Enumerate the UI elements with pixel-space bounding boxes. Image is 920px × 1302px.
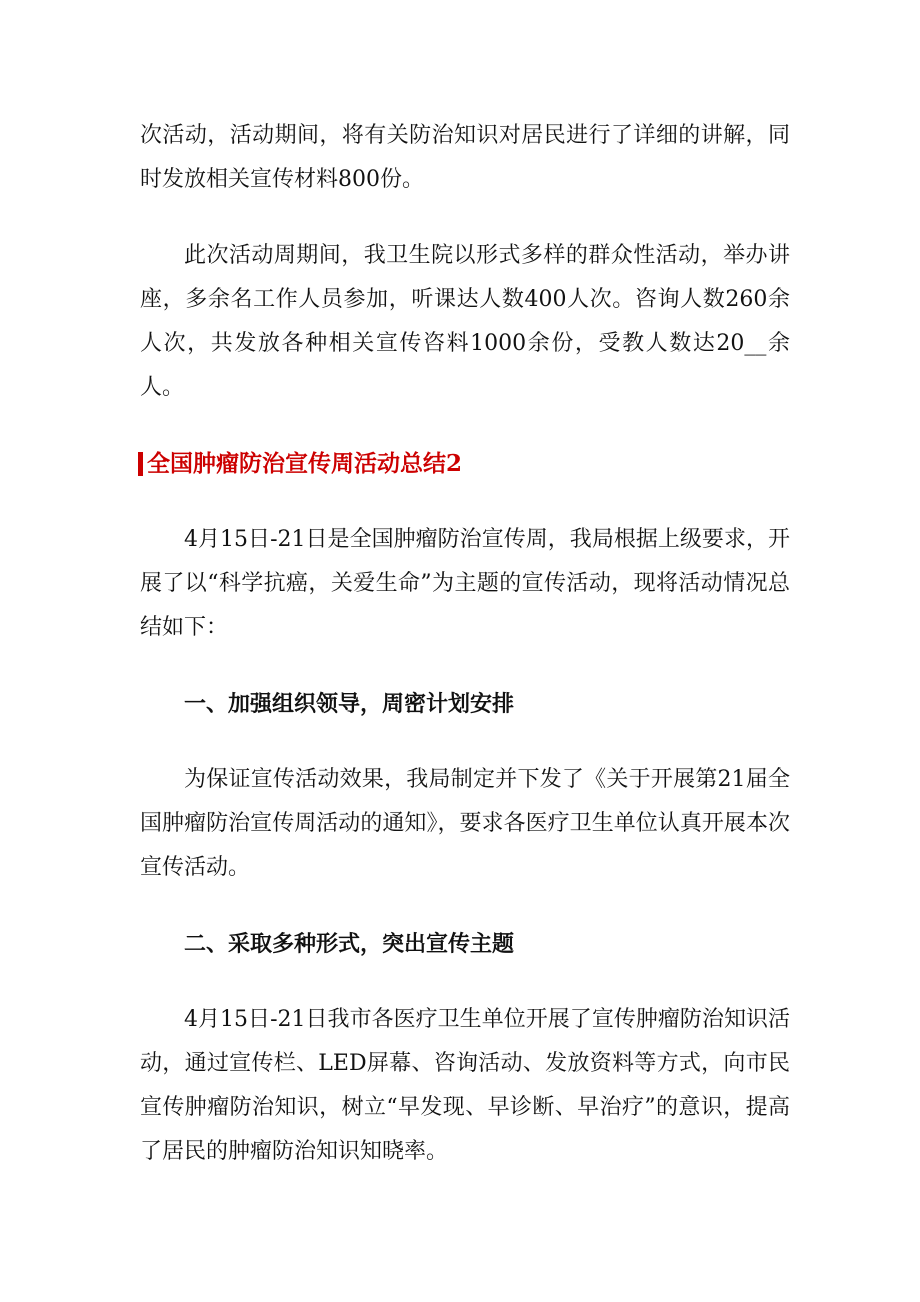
spacer	[140, 966, 790, 998]
intro-paragraph-1: 次活动，活动期间，将有关防治知识对居民进行了详细的讲解，同时发放相关宣传材料800份。	[140, 123, 790, 192]
intro-paragraph-2: 此次活动周期间，我卫生院以形式多样的群众性活动，举办讲座，多余名工作人员参加，听课达人数400人次。咨询人数260余人次，共发放各种相关宣传咨料1000余份，受教人数达20__余人。	[140, 243, 790, 400]
spacer	[140, 486, 790, 518]
subheading-1: 一、加强组织领导，周密计划安排	[184, 691, 515, 717]
spacer	[140, 726, 790, 758]
subheading-2: 二、采取多种形式，突出宣传主题	[184, 931, 515, 957]
spacer	[140, 202, 790, 234]
section-paragraph-2: 为保证宣传活动效果，我局制定并下发了《关于开展第21届全国肿瘤防治宣传周活动的通知》，要求各医疗卫生单位认真开展本次宣传活动。	[140, 767, 790, 880]
section-title	[138, 442, 788, 486]
title-bar-icon	[138, 452, 143, 476]
section-paragraph-1: 4月15日-21日是全国肿瘤防治宣传周，我局根据上级要求，开展了以“科学抗癌，关爱生命”为主题的宣传活动，现将活动情况总结如下：	[140, 527, 790, 640]
spacer	[140, 650, 790, 682]
section-paragraph-3: 4月15日-21日我市各医疗卫生单位开展了宣传肿瘤防治知识活动，通过宣传栏、LED屏幕、咨询活动、发放资料等方式，向市民宣传肿瘤防治知识，树立“早发现、早诊断、早治疗”的意识，提高了居民的肿瘤防治知识知晓率。	[140, 1007, 790, 1164]
document-page	[140, 114, 790, 1174]
spacer	[140, 410, 790, 442]
section-title-text: 全国肿瘤防治宣传周活动总结2	[147, 450, 463, 477]
spacer	[140, 890, 790, 922]
